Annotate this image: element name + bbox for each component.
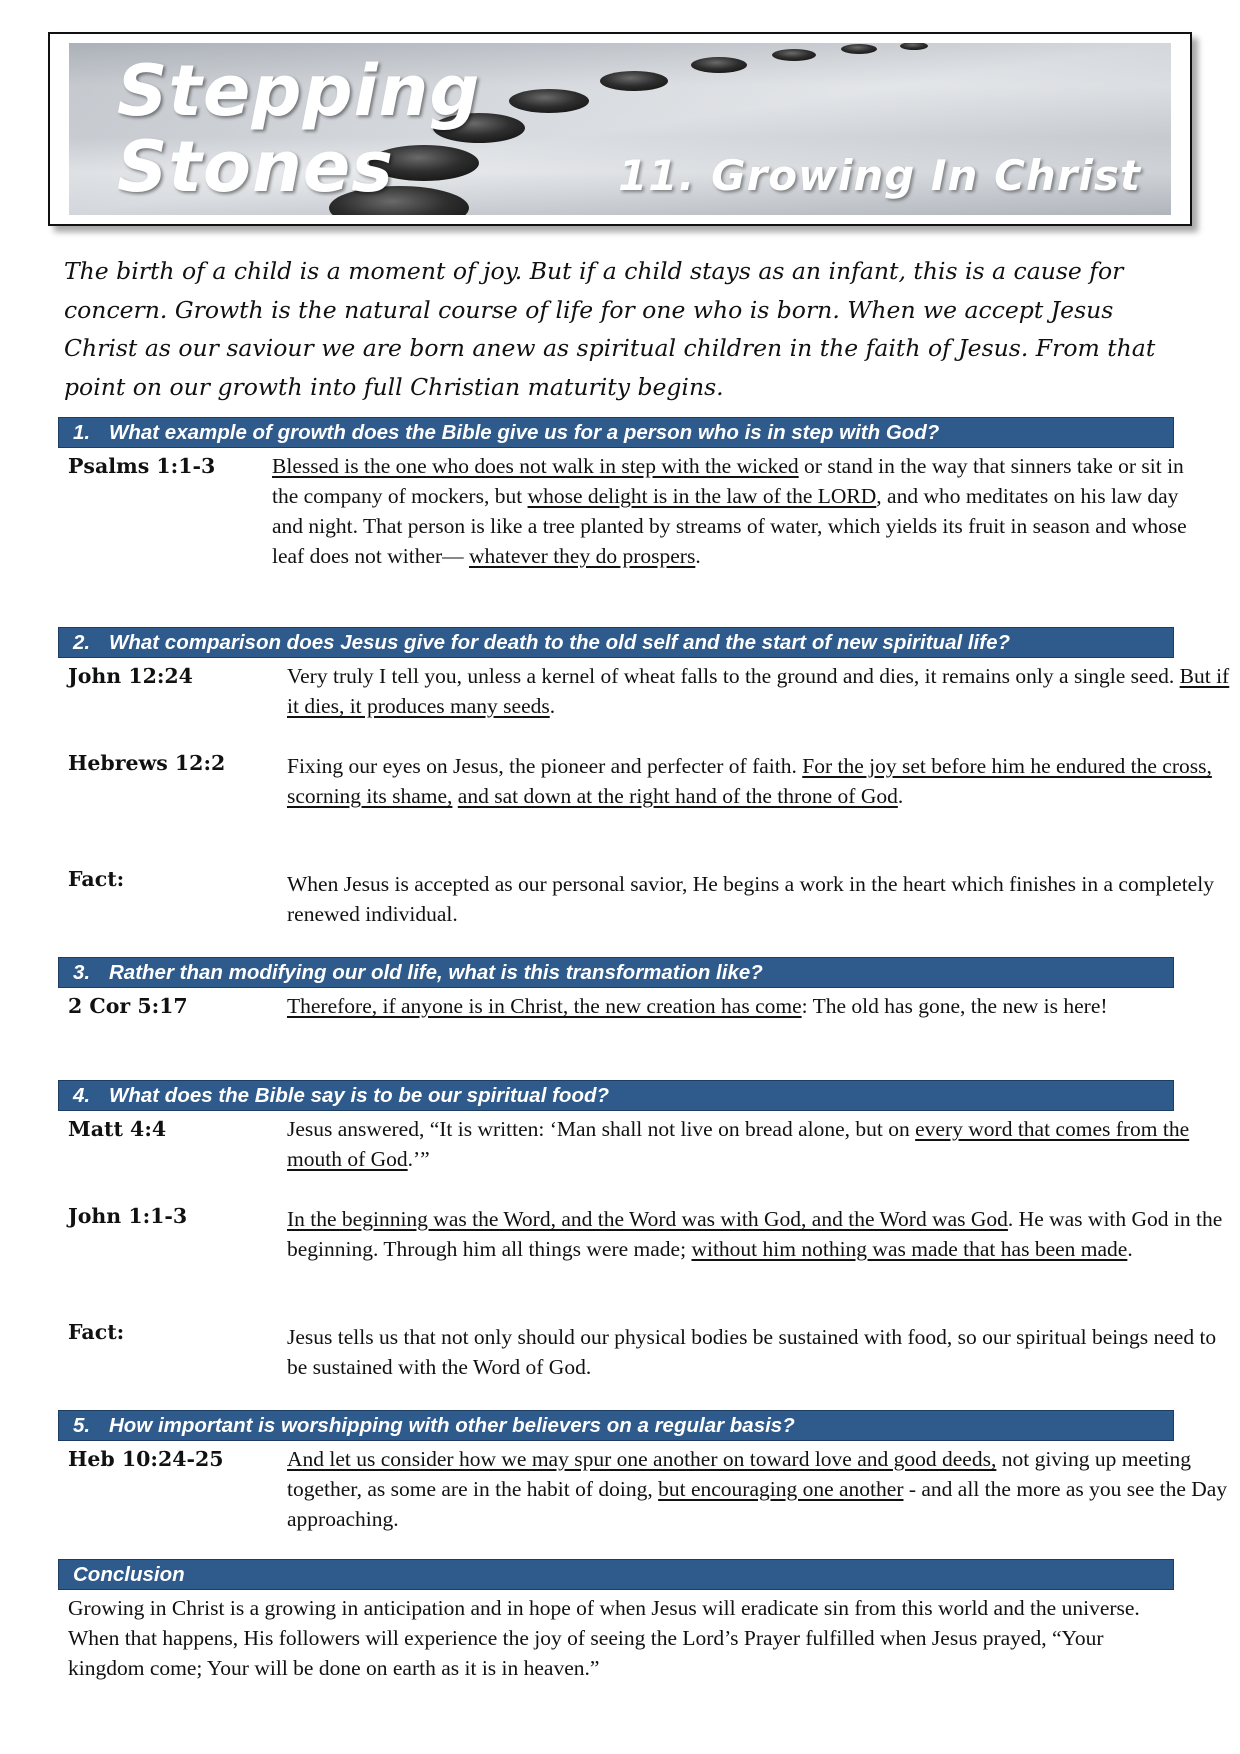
underlined-phrase: Therefore, if anyone is in Christ, the new creation has come [287, 994, 802, 1018]
fact-text [287, 869, 1237, 929]
text-segment: . [695, 544, 701, 568]
question-bar-5 [58, 1410, 1174, 1441]
text-segment: , and who meditates on his law day and night. That person is like a tree planted by streams of water, which yields its fruit in season and whose leaf does not wither— [272, 484, 1187, 568]
scripture-reference: Heb 10:24-25 [68, 1447, 224, 1471]
scripture-reference: John 12:24 [68, 664, 193, 688]
question-bar-2 [58, 627, 1174, 658]
underlined-phrase: And let us consider how we may spur one another on toward love and good deeds, [287, 1447, 997, 1471]
question-number: 1. [73, 421, 91, 444]
fact-text [287, 1322, 1237, 1382]
banner-title-line1: Stepping [117, 50, 481, 132]
text-segment: . [549, 694, 556, 718]
conclusion-bar [58, 1559, 1174, 1590]
underlined-phrase: But if it dies, it produces many seeds [287, 664, 1230, 718]
question-text: What does the Bible say is to be our spiritual food? [109, 1084, 610, 1107]
question-text: Rather than modifying our old life, what is this transformation like? [109, 961, 763, 984]
question-text: What comparison does Jesus give for death to the old self and the start of new spiritual life? [109, 631, 1010, 654]
text-segment: When Jesus is accepted as our personal savior, He begins a work in the heart which finishes in a completely renewed individual. [287, 872, 1214, 926]
conclusion-heading: Conclusion [73, 1563, 185, 1586]
stepping-stones-image [69, 43, 1171, 215]
scripture-text [287, 1114, 1237, 1174]
underlined-phrase: but encouraging one another [658, 1477, 904, 1501]
underlined-phrase: without him nothing was made that has been made [691, 1237, 1128, 1261]
question-bar-4 [58, 1080, 1174, 1111]
scripture-reference: John 1:1-3 [68, 1204, 188, 1228]
conclusion-text: Growing in Christ is a growing in anticipation and in hope of when Jesus will eradicate sin from this world and the universe. When that happens, His followers will experience the joy of seeing the Lord’s Prayer fulfilled when Jesus prayed, “Your kingdom come; Your will be done on earth as it is in heaven.” [68, 1596, 1140, 1680]
scripture-reference: Psalms 1:1-3 [68, 454, 216, 478]
underlined-phrase: whatever they do prospers [469, 544, 696, 568]
text-segment: or stand in the way that sinners take or sit in the company of mockers, but [272, 454, 1184, 508]
underlined-phrase: In the beginning was the Word, and the Word was with God, and the Word was God [287, 1207, 1008, 1231]
question-bar-1 [58, 417, 1174, 448]
scripture-text [287, 1204, 1237, 1264]
text-segment: . [1127, 1237, 1133, 1261]
question-number: 5. [73, 1414, 91, 1437]
banner-title [117, 50, 481, 208]
question-text: How important is worshipping with other believers on a regular basis? [109, 1414, 795, 1437]
text-segment: - and all the more as you see the Day approaching. [287, 1477, 1228, 1531]
scripture-reference: Matt 4:4 [68, 1117, 167, 1141]
fact-label: Fact: [68, 1320, 125, 1344]
scripture-text [287, 661, 1237, 721]
underlined-phrase: whose delight is in the law of the LORD [527, 484, 877, 508]
question-bar-3 [58, 957, 1174, 988]
text-segment: .’” [407, 1147, 430, 1171]
scripture-reference: 2 Cor 5:17 [68, 994, 188, 1018]
text-segment: Fixing our eyes on Jesus, the pioneer and perfecter of faith. [287, 754, 803, 778]
text-segment: Jesus answered, “It is written: ‘Man shall not live on bread alone, but on [287, 1117, 916, 1141]
question-number: 2. [73, 631, 91, 654]
fact-label: Fact: [68, 867, 125, 891]
text-segment: . [897, 784, 904, 808]
banner-subtitle: 11. Growing In Christ [618, 151, 1141, 200]
text-segment: . He was with God in the beginning. Through him all things were made; [287, 1207, 1223, 1261]
intro-paragraph: The birth of a child is a moment of joy. But if a child stays as an infant, this is a cause for concern. Growth is the natural course of life for one who is born. When we accept Jesus Christ as our saviour we are born anew as spiritual children in the faith of Jesus. From that point on our growth into full Christian maturity begins. [64, 257, 1156, 401]
banner-title-line2: Stones [117, 126, 394, 208]
scripture-text [287, 1444, 1237, 1534]
question-text: What example of growth does the Bible give us for a person who is in step with God? [109, 421, 940, 444]
text-segment: : The old has gone, the new is here! [801, 994, 1108, 1018]
underlined-phrase: every word that comes from the mouth of God [287, 1117, 1190, 1171]
scripture-text [272, 451, 1212, 571]
underlined-phrase: For the joy set before him he endured the cross, scorning its shame, [287, 754, 1212, 808]
scripture-text [287, 991, 1237, 1021]
underlined-phrase: Blessed is the one who does not walk in step with the wicked [272, 454, 799, 478]
underlined-phrase: and sat down at the right hand of the throne of God [457, 784, 898, 808]
header-banner [48, 32, 1192, 226]
question-number: 4. [73, 1084, 91, 1107]
scripture-reference: Hebrews 12:2 [68, 751, 226, 775]
text-segment: Very truly I tell you, unless a kernel of wheat falls to the ground and dies, it remains only a single seed. [287, 664, 1180, 688]
scripture-text [287, 751, 1237, 811]
text-segment: Jesus tells us that not only should our physical bodies be sustained with food, so our spiritual beings need to be sustained with the Word of God. [287, 1325, 1217, 1379]
question-number: 3. [73, 961, 91, 984]
text-segment: not giving up meeting together, as some are in the habit of doing, [287, 1447, 1192, 1501]
